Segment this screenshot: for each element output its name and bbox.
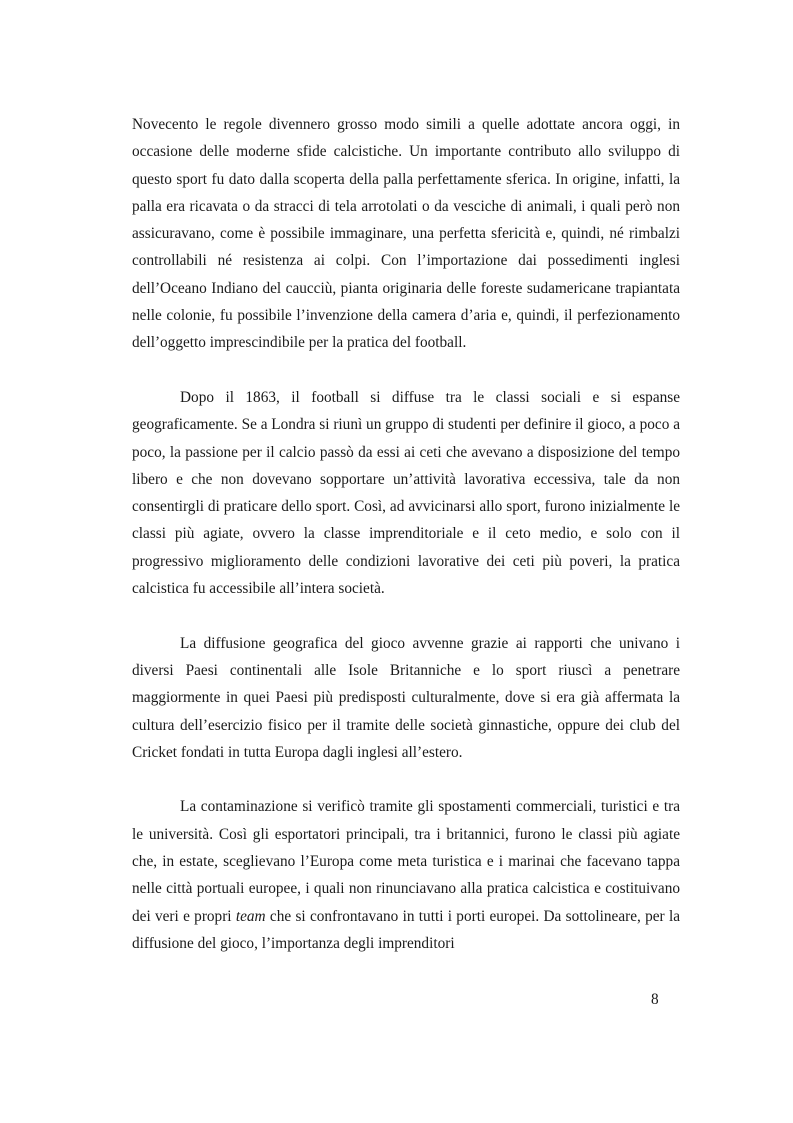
paragraph-spacer xyxy=(132,602,680,629)
paragraph-2: Dopo il 1863, il football si diffuse tra le classi sociali e si espanse geograficamente. Se a Londra si riunì un gruppo di studenti per definire il gioco, a poco a poco, la passione per il calcio passò da essi ai ceti che avevano a disposizione del tempo libero e che non dovevano sopportare un’attività lavorativa eccessiva, tale da non consentirgli di praticare dello sport. Così, ad avvicinarsi allo sport, furono inizialmente le classi più agiate, ovvero la classe imprenditoriale e il ceto medio, e solo con il progressivo miglioramento delle condizioni lavorative dei ceti più poveri, la pratica calcistica fu accessibile all’intera società. xyxy=(132,388,680,598)
paragraph-4-text-start: La contaminazione si verificò tramite gli spostamenti commerciali, turistici e tra le università. Così gli esportatori principali, tra i britannici, furono le classi più agiate che, in estate, sceglievano l’Europa come meta turistica e i marinai che facevano tappa nelle città portuali europee, i quali non rinunciavano alla pratica calcistica e costituivano dei veri e propri xyxy=(132,798,680,925)
paragraph-4-text-end: che si confrontavano in tutti i porti europei. Da sottolineare, per la diffusione del gioco, l’importanza degli imprenditori xyxy=(132,907,680,952)
page-number: 8 xyxy=(651,991,659,1008)
paragraph-4-italic-term: team xyxy=(235,907,266,925)
paragraph-1: Novecento le regole divennero grosso modo simili a quelle adottate ancora oggi, in occasione delle moderne sfide calcistiche. Un importante contributo allo sviluppo di questo sport fu dato dalla scoperta della palla perfettamente sferica. In origine, infatti, la palla era ricavata o da stracci di tela arrotolati o da vesciche di animali, i quali però non assicuravano, come è possibile immaginare, una perfetta sfericità e, quindi, né rimbalzi controllabili né resistenza ai colpi. Con l’importazione dai possedimenti inglesi dell’Oceano Indiano del caucciù, pianta originaria delle foreste sudamericane trapiantata nelle colonie, fu possibile l’invenzione della camera d’aria e, quindi, il perfezionamento dell’oggetto imprescindibile per la pratica del football. xyxy=(132,116,680,352)
paragraph-spacer xyxy=(132,357,680,384)
paragraph-3: La diffusione geografica del gioco avvenne grazie ai rapporti che univano i diversi Paesi continentali alle Isole Britanniche e lo sport riuscì a penetrare maggiormente in quei Paesi più predisposti culturalmente, dove si era già affermata la cultura dell’esercizio fisico per il tramite delle società ginnastiche, oppure dei club del Cricket fondati in tutta Europa dagli inglesi all’estero. xyxy=(132,634,680,761)
document-body xyxy=(132,111,680,957)
paragraph-spacer xyxy=(132,766,680,793)
paragraph-4 xyxy=(132,793,680,957)
